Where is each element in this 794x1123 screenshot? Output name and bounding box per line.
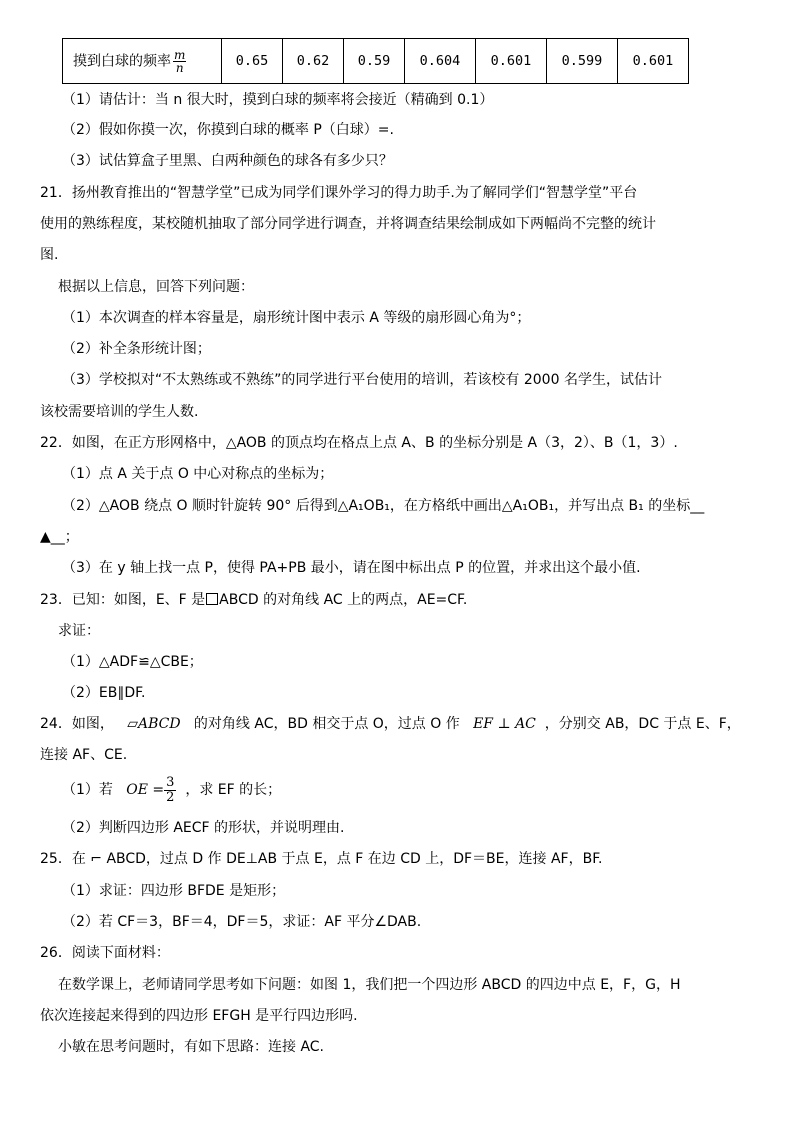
math-oe-equals: OE = bbox=[126, 782, 165, 798]
fraction-m-over-n: $\frac{m}{n}$ bbox=[174, 47, 186, 75]
q25-stem: 25．在 ⌐ ABCD，过点 D 作 DE⊥AB 于点 E，点 F 在边 CD 上，DF＝BE，连接 AF，BF. bbox=[40, 851, 603, 867]
q21-part1: （1）本次调查的样本容量是，扇形统计图中表示 A 等级的扇形圆心角为°； bbox=[62, 310, 531, 326]
table-row bbox=[63, 39, 689, 84]
row-label-text: 摸到白球的频率 bbox=[73, 53, 171, 69]
q21-prompt: 根据以上信息，回答下列问题： bbox=[58, 279, 254, 295]
q24-part1: （1）若 OE = $\frac{3}{2}$ ，求 EF 的长； bbox=[62, 774, 282, 805]
frequency-table bbox=[62, 38, 689, 84]
q23-prove-label: 求证： bbox=[58, 623, 100, 639]
q21-part3-line1: （3）学校拟对“不太熟练或不熟练”的同学进行平台使用的培训，若该校有 2000 名学生，试估计 bbox=[62, 372, 662, 388]
q23-part1: （1）△ADF≌△CBE； bbox=[62, 654, 203, 670]
table-cell: 0.59 bbox=[344, 39, 405, 84]
table-cell: 0.65 bbox=[222, 39, 283, 84]
q24-part2: （2）判断四边形 AECF 的形状，并说明理由. bbox=[62, 820, 345, 836]
table-cell: 0.604 bbox=[405, 39, 476, 84]
q20-part1: （1）请估计：当 n 很大时，摸到白球的频率将会接近（精确到 0.1） bbox=[62, 92, 494, 108]
table-cell: 0.601 bbox=[476, 39, 547, 84]
q22-part2-line1: （2）△AOB 绕点 O 顺时针旋转 90° 后得到△A₁OB₁，在方格纸中画出△A₁OB₁，并写出点 B₁ 的坐标__ bbox=[62, 498, 705, 514]
q26-material-line3: 小敏在思考问题时，有如下思路：连接 AC. bbox=[58, 1039, 325, 1055]
q22-stem: 22．如图，在正方形网格中，△AOB 的顶点均在格点上点 A、B 的坐标分别是 A（3，2）、B（1，3）. bbox=[40, 435, 678, 451]
q26-material-line1: 在数学课上，老师请同学思考如下问题：如图 1，我们把一个四边形 ABCD 的四边中点 E，F，G，H bbox=[58, 977, 681, 993]
q25-part1: （1）求证：四边形 BFDE 是矩形； bbox=[62, 883, 286, 899]
q21-part2: （2）补全条形统计图； bbox=[62, 341, 211, 357]
table-row-label bbox=[63, 39, 222, 84]
fraction-three-halves: $\frac{3}{2}$ bbox=[166, 774, 175, 805]
math-parallelogram-abcd: ▱ABCD bbox=[127, 716, 181, 732]
q21-stem-line3: 图. bbox=[40, 247, 59, 263]
q26-stem: 26．阅读下面材料： bbox=[40, 945, 170, 961]
q22-part3: （3）在 y 轴上找一点 P，使得 PA+PB 最小，请在图中标出点 P 的位置，并求出这个最小值. bbox=[62, 560, 641, 576]
q20-part2: （2）假如你摸一次，你摸到白球的概率 P（白球）=. bbox=[62, 122, 394, 138]
q24-stem-line1: 24．如图， ▱ABCD 的对角线 AC，BD 相交于点 O，过点 O 作 EF ⊥ AC ，分别交 AB，DC 于点 E、F， bbox=[40, 716, 741, 732]
table-cell: 0.601 bbox=[618, 39, 689, 84]
table-cell: 0.62 bbox=[283, 39, 344, 84]
q20-part3: （3）试估算盒子里黑、白两种颜色的球各有多少只？ bbox=[62, 153, 393, 169]
q24-stem-line2: 连接 AF、CE. bbox=[40, 747, 128, 763]
parallelogram-symbol bbox=[206, 593, 218, 605]
math-ef-perp-ac: EF ⊥ AC bbox=[473, 716, 536, 732]
q21-stem-line1: 21．扬州教育推出的“智慧学堂”已成为同学们课外学习的得力助手.为了解同学们“智慧学堂”平台 bbox=[40, 185, 638, 201]
table-cell: 0.599 bbox=[547, 39, 618, 84]
q22-part2-line2: ▲__； bbox=[40, 529, 79, 545]
q21-stem-line2: 使用的熟练程度，某校随机抽取了部分同学进行调查，并将调查结果绘制成如下两幅尚不完整的统计 bbox=[40, 216, 656, 232]
q25-part2: （2）若 CF＝3，BF＝4，DF＝5，求证：AF 平分∠DAB. bbox=[62, 914, 422, 930]
q26-material-line2: 依次连接起来得到的四边形 EFGH 是平行四边形吗. bbox=[40, 1008, 358, 1024]
q21-part3-line2: 该校需要培训的学生人数. bbox=[40, 404, 199, 420]
q23-stem: 23．已知：如图，E、F 是 ABCD 的对角线 AC 上的两点，AE=CF. bbox=[40, 592, 468, 608]
q22-part1: （1）点 A 关于点 O 中心对称点的坐标为； bbox=[62, 466, 334, 482]
q23-part2: （2）EB∥DF. bbox=[62, 685, 146, 701]
